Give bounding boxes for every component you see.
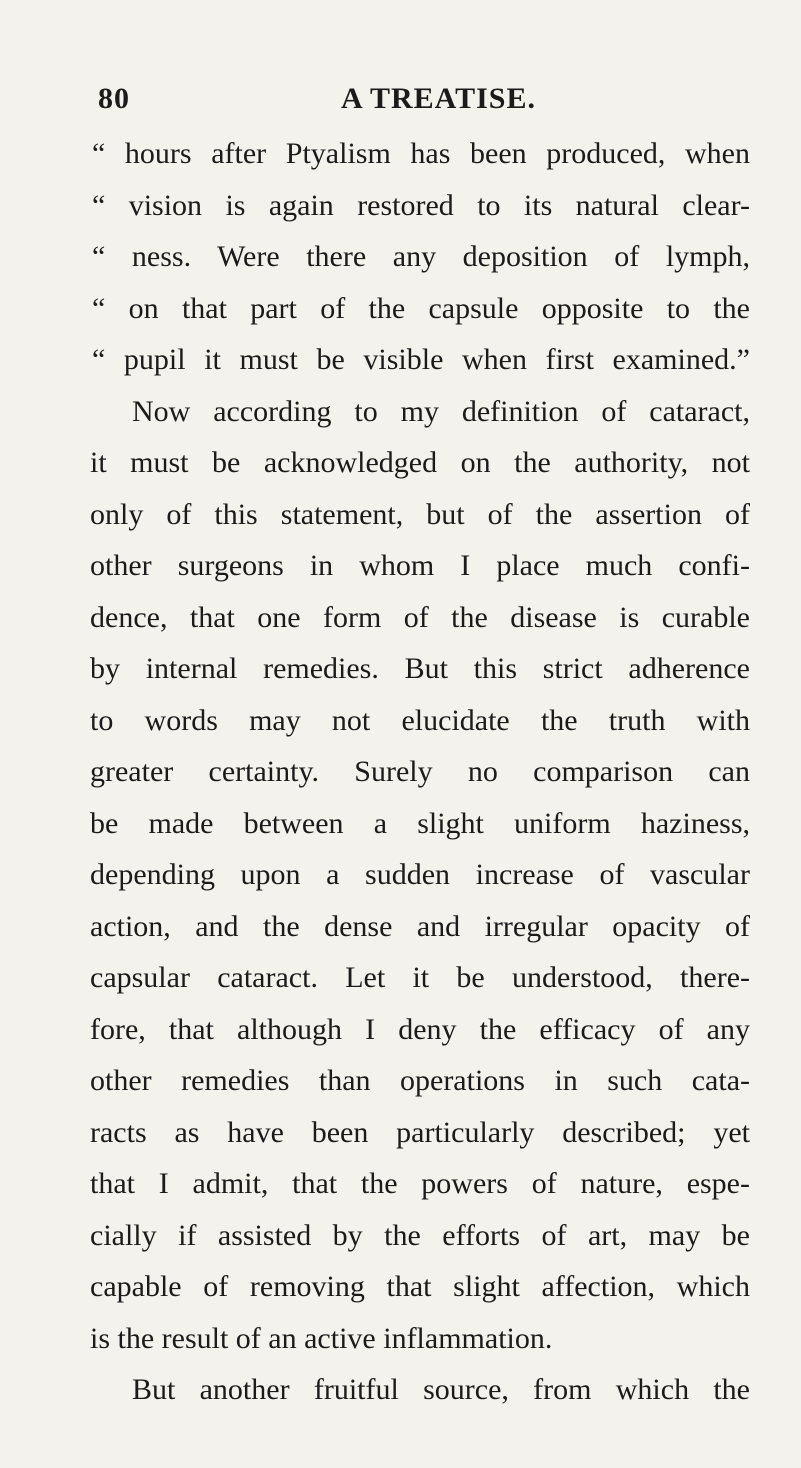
text-line: greater certainty. Surely no comparison can xyxy=(90,755,750,788)
text-line: cially if assisted by the efforts of art, may be xyxy=(90,1218,750,1252)
text-line: “ pupil it must be visible when first examined.” xyxy=(92,343,750,376)
text-line: racts as have been particularly described; yet xyxy=(90,1115,750,1149)
text-line: “ vision is again restored to its natural clear- xyxy=(92,188,750,222)
text-line: be made between a slight uniform haziness, xyxy=(90,806,750,840)
text-line: only of this statement, but of the assertion of xyxy=(90,497,750,531)
text-line: capable of removing that slight affection, which xyxy=(90,1270,750,1303)
running-title: A TREATISE. xyxy=(341,82,536,115)
text-line: “ ness. Were there any deposition of lymph, xyxy=(92,240,750,273)
text-line: fore, that although I deny the efficacy of any xyxy=(90,1012,750,1046)
text-line: is the result of an active inflammation. xyxy=(90,1321,553,1355)
page-header xyxy=(98,82,718,122)
text-line: by internal remedies. But this strict adherence xyxy=(90,652,750,685)
text-line: action, and the dense and irregular opacity of xyxy=(90,909,750,943)
text-line: Now according to my definition of cataract, xyxy=(132,394,750,428)
body-text xyxy=(90,128,750,1416)
text-line: depending upon a sudden increase of vascular xyxy=(90,858,750,891)
text-line: other surgeons in whom I place much confi- xyxy=(90,549,750,582)
text-line: to words may not elucidate the truth with xyxy=(90,703,750,737)
text-line: capsular cataract. Let it be understood, there- xyxy=(90,961,750,994)
text-line: other remedies than operations in such cata- xyxy=(90,1064,750,1097)
text-line: “ hours after Ptyalism has been produced, when xyxy=(92,137,750,170)
text-line: it must be acknowledged on the authority, not xyxy=(90,446,750,479)
text-line: “ on that part of the capsule opposite to the xyxy=(92,291,750,325)
text-line: dence, that one form of the disease is curable xyxy=(90,600,750,634)
text-line: But another fruitful source, from which the xyxy=(132,1373,750,1406)
text-line: that I admit, that the powers of nature, espe- xyxy=(90,1167,750,1200)
page-number: 80 xyxy=(98,82,130,115)
